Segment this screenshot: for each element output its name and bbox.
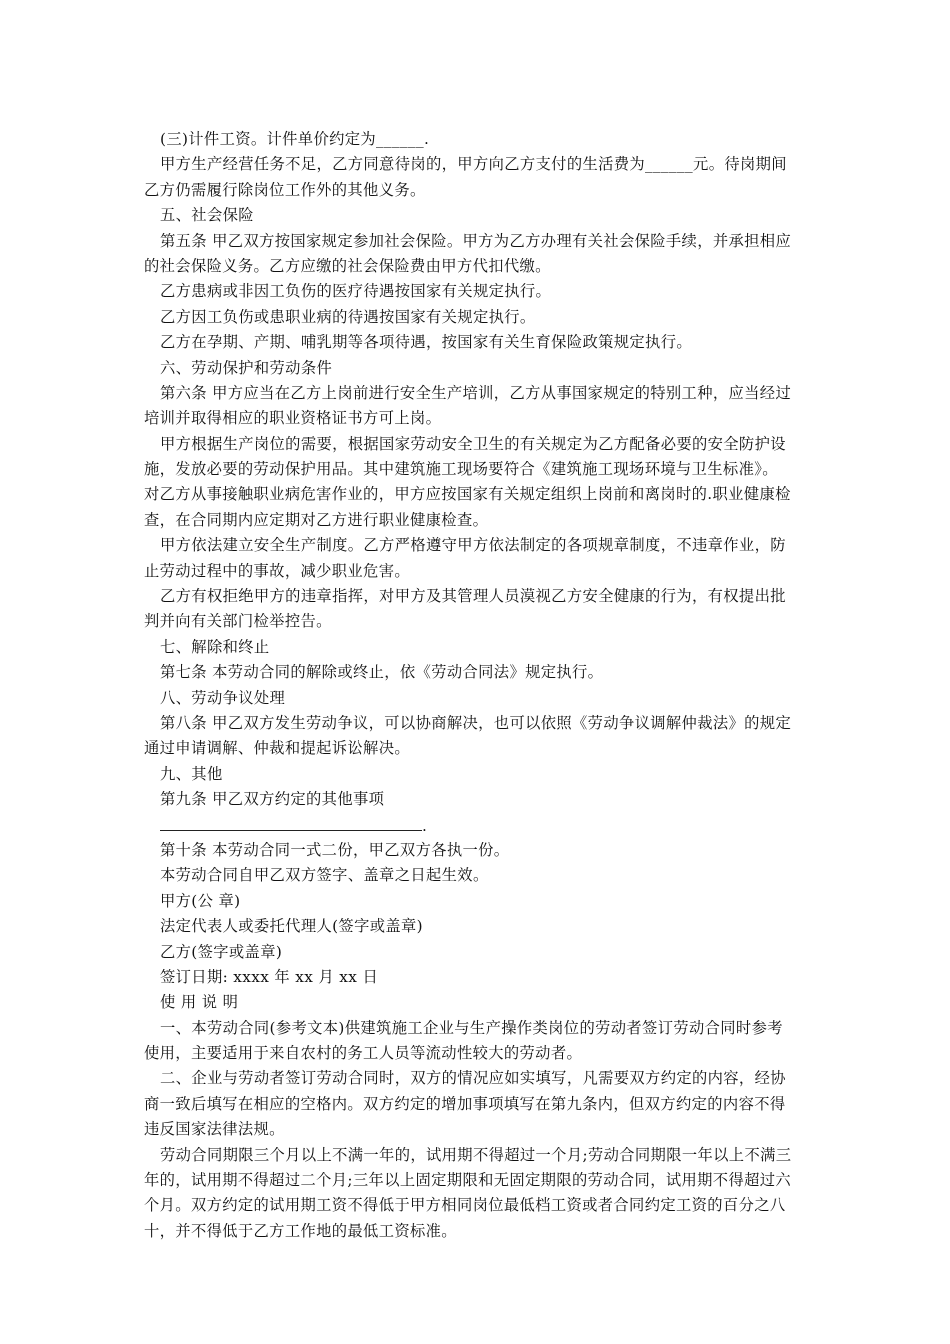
text-line: 对乙方从事接触职业病危害作业的，甲方应按国家有关规定组织上岗前和离岗时的.职业健康检 [144,485,791,504]
text-line: 止劳动过程中的事故，减少职业危害。 [144,561,410,580]
text-line: 九、其他 [160,764,223,783]
text-line: 第九条 甲乙双方约定的其他事项 [160,790,385,809]
text-line: 乙方有权拒绝甲方的违章指挥，对甲方及其管理人员漠视乙方安全健康的行为，有权提出批 [160,587,786,606]
text-line: 第十条 本劳动合同一式二份，甲乙双方各执一份。 [160,840,510,859]
text-line: 通过申请调解、仲裁和提起诉讼解决。 [144,739,410,758]
text-line: 六、劳动保护和劳动条件 [160,358,333,377]
text-line: 判并向有关部门检举控告。 [144,612,332,631]
text-line: (三)计件工资。计件单价约定为______. [160,130,430,148]
text-line: 使用，主要适用于来自农村的务工人员等流动性较大的劳动者。 [144,1044,583,1063]
text-line: 商一致后填写在相应的空格内。双方约定的增加事项填写在第九条内，但双方约定的内容不得 [144,1094,786,1113]
text-line: 年的，试用期不得超过二个月;三年以上固定期限和无固定期限的劳动合同，试用期不得超过六 [144,1171,792,1190]
text-line: 乙方(签字或盖章) [160,942,283,961]
text-line: 甲方(公 章) [160,891,241,910]
text-line: 个月。双方约定的试用期工资不得低于甲方相同岗位最低档工资或者合同约定工资的百分之八 [144,1196,786,1215]
text-line [144,813,808,838]
text-line: 乙方患病或非因工负伤的医疗待遇按国家有关规定执行。 [160,282,552,301]
document-page [144,127,808,1244]
text-line: 第五条 甲乙双方按国家规定参加社会保险。甲方为乙方办理有关社会保险手续，并承担相应 [160,231,792,250]
text-line: 使 用 说 明 [160,993,239,1012]
text-line: 本劳动合同自甲乙双方签字、盖章之日起生效。 [160,866,489,885]
text-line: 第六条 甲方应当在乙方上岗前进行安全生产培训，乙方从事国家规定的特别工种，应当经过 [160,383,792,402]
text-line: 五、社会保险 [160,206,254,225]
text-line: 第七条 本劳动合同的解除或终止，依《劳动合同法》规定执行。 [160,663,604,682]
fill-in-blank [160,813,422,831]
text-line: 乙方仍需履行除岗位工作外的其他义务。 [144,180,426,199]
text-line: 培训并取得相应的职业资格证书方可上岗。 [144,409,442,428]
text-line: 甲方根据生产岗位的需要，根据国家劳动安全卫生的有关规定为乙方配备必要的安全防护设 [160,434,786,453]
text-line: 十，并不得低于乙方工作地的最低工资标准。 [144,1221,457,1240]
text-line: 甲方生产经营任务不足，乙方同意待岗的，甲方向乙方支付的生活费为______元。待岗期间 [160,155,787,174]
text-line: 乙方因工负伤或患职业病的待遇按国家有关规定执行。 [160,307,536,326]
text-line: 七、解除和终止 [160,637,270,656]
text-line: 第八条 甲乙双方发生劳动争议，可以协商解决，也可以依照《劳动争议调解仲裁法》的规定 [160,713,792,732]
text-line: 法定代表人或委托代理人(签字或盖章) [160,917,423,936]
text-line: 签订日期: xxxx 年 xx 月 xx 日 [160,967,379,986]
text-line: 违反国家法律法规。 [144,1120,285,1139]
line-text: . [422,816,428,835]
text-line: 八、劳动争议处理 [160,688,286,707]
text-line: 的社会保险义务。乙方应缴的社会保险费由甲方代扣代缴。 [144,256,551,275]
text-line: 甲方依法建立安全生产制度。乙方严格遵守甲方依法制定的各项规章制度，不违章作业，防 [160,536,786,555]
text-line: 二、企业与劳动者签订劳动合同时，双方的情况应如实填写，凡需要双方约定的内容，经协 [160,1069,786,1088]
text-line: 施，发放必要的劳动保护用品。其中建筑施工现场要符合《建筑施工现场环境与卫生标准》。 [144,460,778,479]
text-line: 劳动合同期限三个月以上不满一年的，试用期不得超过一个月;劳动合同期限一年以上不满三 [160,1145,792,1164]
text-line: 乙方在孕期、产期、哺乳期等各项待遇，按国家有关生育保险政策规定执行。 [160,333,692,352]
text-line: 一、本劳动合同(参考文本)供建筑施工企业与生产操作类岗位的劳动者签订劳动合同时参考 [160,1018,783,1037]
text-line: 查，在合同期内应定期对乙方进行职业健康检查。 [144,510,489,529]
